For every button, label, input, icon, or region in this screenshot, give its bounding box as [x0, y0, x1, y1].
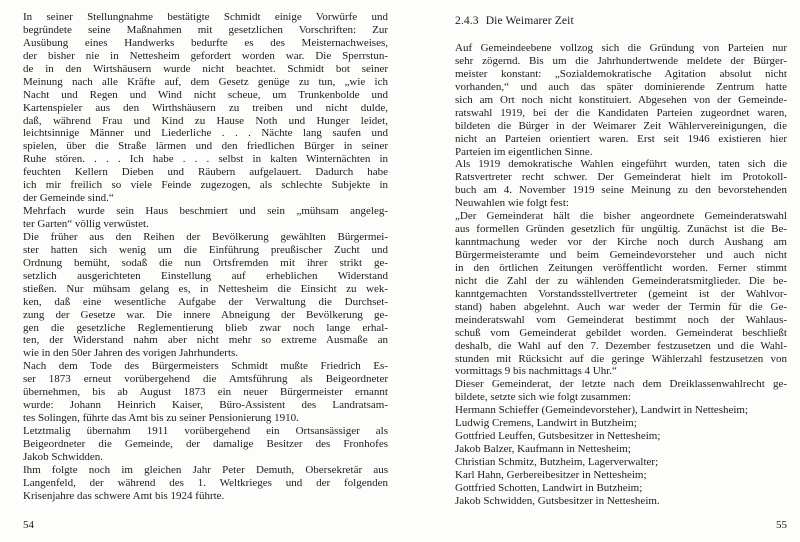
text-line: Jakob Schwidden. [23, 450, 104, 463]
text-line: Mehrfach wurde sein Haus beschmiert und sein „mühsam angeleg- [23, 205, 388, 218]
text-line: Ruhe stören. . . . Ich habe . . . selbst in kalten Winternächten in [23, 153, 388, 166]
text-line: stand) haben abgelehnt. Auch war weder der Termin für die Ge- [455, 300, 787, 313]
text-line: Ausübung eines Handwerks bedurfte es des Meisternachweises, [23, 36, 388, 49]
text-line: ser 1873 erneut vorübergehend die Amtsführung als Beigeordneter [23, 373, 388, 386]
text-line: wurde: Johann Heinrich Kaiser, Büro-Assistent des Landratsam- [23, 399, 388, 412]
text-line: buch am 4. November 1919 seine Meinung zu den bevorstehenden [455, 184, 787, 197]
text-line: aus formellen Gründen gesetzlich für ungültig. Zunächst ist die Be- [455, 223, 787, 236]
text-line: Bürgermeisteramte und beim Gemeindevorsteher und auch nicht [455, 249, 787, 261]
text-line: Neuwahlen wie folgt fest: [455, 197, 569, 210]
text-line: Letztmalig übernahm 1911 vorübergehend ein Ortsansässiger als [23, 425, 388, 437]
text-line: Nach dem Tode des Bürgermeisters Schmidt mußte Friedrich Es- [23, 360, 388, 373]
text-line: de in den Wirtshäusern wurde nicht beachtet. Schmidt bot seiner [23, 62, 388, 75]
right-page-text [455, 42, 787, 508]
text-line: nicht an Parteien orientiert waren. Erst seit 1946 existieren hier [455, 132, 787, 145]
text-line: Hermann Schieffer (Gemeindevorsteher), Landwirt in Nettesheim; [455, 404, 749, 417]
text-line: bildete, setzte sich wie folgt zusammen: [455, 391, 631, 404]
text-line: Ordnung bemüht, sodaß die nun Ortsfremden mit ihrer strikt ge- [23, 256, 388, 269]
text-line: kanntgemachten Vorstandsstellvertreter (gemeint ist der Wahlvor- [455, 287, 787, 300]
text-line: meister konstant: „Sozialdemokratische Agitation absolut nicht [455, 67, 787, 80]
text-line: Ratsvertreter recht schwer. Der Gemeinderat hielt im Protokoll- [455, 171, 787, 184]
text-line: feuchten Kellern Dieben und Räubern aufgelauert. Dadurch habe [23, 166, 388, 179]
text-line: ratswahl 1919, bei der die Kandidaten Parteien zugeordnet waren, [455, 106, 787, 119]
text-line: Meinung nach alle Kräfte auf, dem Gesetz genüge zu tun, „wie ich [23, 75, 388, 88]
text-line: nicht die Zahl der zu wählenden Gemeinderatsmitglieder. Die be- [455, 274, 787, 287]
text-line: setzlich ausgerichteten Einstellung auf erheblichen Widerstand [23, 269, 388, 282]
text-line: Beigeordneter die Gemeinde, der damalige Besitzer des Fronhofes [23, 437, 388, 450]
text-line: Dieser Gemeinderat, der letzte nach dem Dreiklassenwahlrecht ge- [455, 378, 787, 391]
text-line: Parteien im eigentlichen Sinne. [455, 145, 593, 158]
text-line: vormittags 9 bis nachmittags 4 Uhr.“ [455, 365, 617, 378]
text-line: ten, der Widerstand nahm aber nicht mehr so extreme Ausmaße an [23, 334, 388, 347]
text-line: Christian Schmitz, Butzheim, Lagerverwalter; [455, 456, 659, 468]
text-line: der Gemeinde sind.“ [23, 192, 114, 205]
text-line: meinderatswahl vom Gemeinderat bestimmt noch der Wahlaus- [455, 313, 787, 326]
text-line: stunden mit Rücksicht auf die geringe Wählerzahl festzusetzen von [455, 352, 787, 365]
text-line: Als 1919 demokratische Wahlen eingeführt wurden, taten sich die [455, 158, 787, 171]
text-line: leichtsinnige Männer und Liederliche . . . Nächte lang saufen und [23, 127, 388, 140]
text-line: Langenfeld, der während des 1. Weltkrieges und der folgenden [23, 476, 388, 489]
page-number-left: 54 [23, 519, 34, 531]
text-line: ter Garten“ völlig verwüstet. [23, 218, 149, 230]
section-heading-number: 2.4.3 [455, 14, 479, 27]
text-line: „Der Gemeinderat hält die bisher angeordnete Gemeinderatswahl [455, 210, 787, 223]
text-line: Jakob Schwidden, Gutsbesitzer in Nettesheim. [455, 494, 660, 507]
text-line: ken, daß eine wesentliche Aufgabe der Verwaltung die Durchset- [23, 295, 388, 308]
text-line: Krisenjahre das schwere Amt bis 1924 führte. [23, 489, 225, 502]
text-line: Gottfried Schotten, Landwirt in Butzheim; [455, 481, 643, 494]
page-number-right: 55 [776, 519, 787, 531]
text-line: sich am Ort noch nicht konstituiert. Abgesehen von der Gemeinde- [455, 93, 787, 106]
text-line: Ihm folgte noch im gleichen Jahr Peter Demuth, Obersekretär aus [23, 463, 388, 476]
text-line: Karl Hahn, Gerbereibesitzer in Nettesheim; [455, 468, 647, 481]
text-line: wie in den 50er Jahren des vorigen Jahrhunderts. [23, 347, 239, 360]
text-line: bildeten die Bürger in der Weimarer Zeit Wählervereinigungen, die [455, 119, 787, 132]
text-line: begründete seine Maßnahmen mit gesetzlichen Vorschriften: Zur [23, 23, 388, 36]
text-line: Ludwig Cremens, Landwirt in Butzheim; [455, 417, 637, 430]
section-heading-title: Die Weimarer Zeit [485, 14, 574, 27]
text-line: sehr zögernd. Bis um die Jahrhundertwende meldete der Bürger- [455, 54, 787, 67]
text-line: kanntmachung weder vor der Kirche noch durch Aushang am [455, 236, 787, 249]
text-line: ich mir freilich so viele Feinde zugezogen, als schlechte Subjekte in [23, 179, 388, 192]
text-line: übernehmen, bis ab August 1873 ein neuer Bürgermeister ernannt [23, 386, 388, 399]
text-line: Kartenspieler aus den Wirthshäusern zu treiben und nicht dulde, [23, 101, 388, 114]
text-line: In seiner Stellungnahme bestätigte Schmidt einige Vorwürfe und [23, 11, 388, 23]
text-line: in den örtlichen Zeitungen veröffentlicht worden. Ferner stimmt [455, 261, 787, 274]
text-line: Auf Gemeindeebene vollzog sich die Gründung von Parteien nur [455, 42, 787, 54]
text-line: schuß vom Gemeinderat gebildet worden. Gemeinderat beschließt [455, 326, 787, 339]
text-line: spielen, über die Straße lärmen und den friedlichen Bürger in seiner [23, 140, 388, 153]
text-line: ster hatten sich wenig um die Einführung preußischer Zucht und [23, 243, 388, 256]
text-line: deshalb, die Wahl auf den 7. Dezember festzusetzen und die Wahl- [455, 339, 787, 352]
text-line: stießen. Nur mühsam gelang es, in Nettesheim die Einsicht zu wek- [23, 282, 388, 295]
text-line: Jakob Balzer, Kaufmann in Nettesheim; [455, 443, 631, 456]
text-line: daß, während Frau und Kind zu Hause Noth und Hunger leidet, [23, 114, 388, 127]
text-line: gen die gesetzliche Reglementierung blieb zwar noch lange erhal- [23, 321, 388, 334]
text-line: zung der Gesetze war. Die innere Abneigung der Bevölkerung ge- [23, 308, 388, 321]
section-heading [455, 14, 787, 28]
left-page-text [23, 11, 388, 503]
text-line: vorhanden,“ und auch das später dominierende Zentrum hatte [455, 80, 787, 93]
text-line: Die früher aus den Reihen der Bevölkerung gewählten Bürgermei- [23, 230, 388, 243]
text-line: tes Solingen, führte das Amt bis zu seiner Pensionierung 1910. [23, 412, 299, 425]
text-line: der bisher nie in Nettesheim gefordert worden war. Die Sperrstun- [23, 49, 388, 62]
text-line: Nacht und Regen und Wind nicht scheue, um Trunkenbolde und [23, 88, 388, 101]
text-line: Gottfried Leuffen, Gutsbesitzer in Nettesheim; [455, 430, 661, 443]
